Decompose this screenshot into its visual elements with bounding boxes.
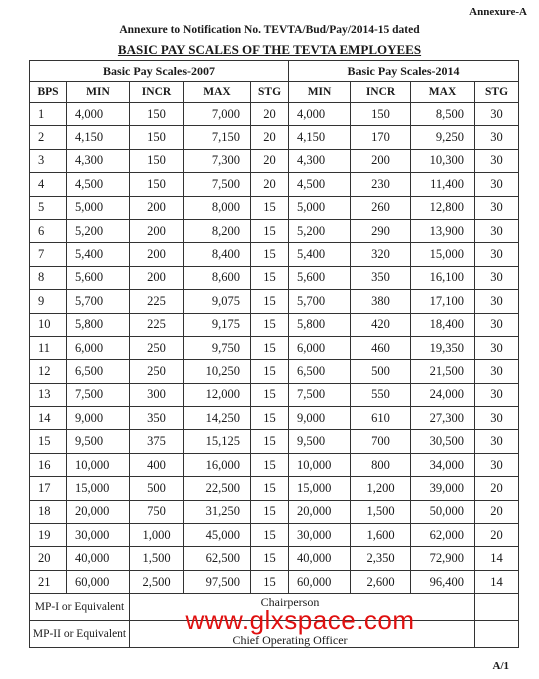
table-cell: 350 xyxy=(351,266,411,289)
table-cell: 30 xyxy=(475,243,519,266)
table-cell: 6 xyxy=(30,219,67,242)
table-cell: 230 xyxy=(351,173,411,196)
table-cell: 10,250 xyxy=(184,360,251,383)
table-cell: 18,400 xyxy=(411,313,475,336)
table-cell: 30 xyxy=(475,103,519,126)
table-cell: 20,000 xyxy=(289,500,351,523)
table-cell: 16,100 xyxy=(411,266,475,289)
table-cell: 8,200 xyxy=(184,219,251,242)
table-cell: 5,600 xyxy=(289,266,351,289)
column-header: INCR xyxy=(130,82,184,103)
table-cell: 15 xyxy=(251,477,289,500)
table-row xyxy=(30,453,519,476)
table-cell: 15 xyxy=(251,219,289,242)
table-row xyxy=(30,126,519,149)
table-cell: 40,000 xyxy=(289,547,351,570)
table-cell: 16,000 xyxy=(184,453,251,476)
table-row xyxy=(30,290,519,313)
table-cell: 5,700 xyxy=(67,290,130,313)
table-cell: 4 xyxy=(30,173,67,196)
table-cell: 9,175 xyxy=(184,313,251,336)
table-row xyxy=(30,313,519,336)
footer-label: MP-II or Equivalent xyxy=(30,621,130,648)
table-cell: 2,500 xyxy=(130,570,184,593)
table-cell: 2,350 xyxy=(351,547,411,570)
table-cell: 800 xyxy=(351,453,411,476)
table-cell: 5,200 xyxy=(67,219,130,242)
table-cell: 9,500 xyxy=(289,430,351,453)
table-cell: 150 xyxy=(351,103,411,126)
table-cell: 5,400 xyxy=(289,243,351,266)
column-header: STG xyxy=(475,82,519,103)
table-cell: 4,500 xyxy=(67,173,130,196)
table-cell: 15 xyxy=(251,196,289,219)
table-cell: 4,500 xyxy=(289,173,351,196)
table-cell: 30 xyxy=(475,383,519,406)
table-row xyxy=(30,196,519,219)
table-cell: 150 xyxy=(130,103,184,126)
table-cell: 200 xyxy=(130,219,184,242)
table-row xyxy=(30,336,519,359)
table-cell: 320 xyxy=(351,243,411,266)
table-cell: 5,000 xyxy=(67,196,130,219)
table-cell: 375 xyxy=(130,430,184,453)
table-cell: 7,500 xyxy=(184,173,251,196)
table-cell: 14,250 xyxy=(184,407,251,430)
group-2007-header: Basic Pay Scales-2007 xyxy=(30,61,289,82)
column-header: BPS xyxy=(30,82,67,103)
table-cell: 6,500 xyxy=(67,360,130,383)
table-cell: 12,000 xyxy=(184,383,251,406)
table-cell: 150 xyxy=(130,126,184,149)
table-cell: 10,000 xyxy=(67,453,130,476)
table-cell: 10,000 xyxy=(289,453,351,476)
table-cell: 19,350 xyxy=(411,336,475,359)
table-cell: 610 xyxy=(351,407,411,430)
table-cell: 5 xyxy=(30,196,67,219)
footer-blank xyxy=(475,621,519,648)
table-cell: 7,500 xyxy=(289,383,351,406)
table-cell: 15 xyxy=(251,547,289,570)
group-header-row xyxy=(30,61,519,82)
table-cell: 15,000 xyxy=(289,477,351,500)
table-cell: 97,500 xyxy=(184,570,251,593)
table-cell: 11 xyxy=(30,336,67,359)
table-cell: 500 xyxy=(351,360,411,383)
table-cell: 550 xyxy=(351,383,411,406)
table-cell: 15 xyxy=(251,524,289,547)
page-number: A/1 xyxy=(492,660,509,672)
table-cell: 16 xyxy=(30,453,67,476)
table-row xyxy=(30,430,519,453)
table-cell: 15 xyxy=(251,360,289,383)
table-cell: 20 xyxy=(475,500,519,523)
table-cell: 40,000 xyxy=(67,547,130,570)
table-cell: 5,200 xyxy=(289,219,351,242)
table-cell: 96,400 xyxy=(411,570,475,593)
table-cell: 2,600 xyxy=(351,570,411,593)
table-cell: 200 xyxy=(130,243,184,266)
table-cell: 500 xyxy=(130,477,184,500)
table-cell: 200 xyxy=(351,149,411,172)
table-cell: 1,500 xyxy=(351,500,411,523)
table-cell: 14 xyxy=(475,547,519,570)
table-cell: 9,250 xyxy=(411,126,475,149)
table-row xyxy=(30,103,519,126)
table-cell: 460 xyxy=(351,336,411,359)
table-row xyxy=(30,524,519,547)
table-cell: 12 xyxy=(30,360,67,383)
table-cell: 150 xyxy=(130,149,184,172)
table-cell: 12,800 xyxy=(411,196,475,219)
table-cell: 30 xyxy=(475,407,519,430)
table-cell: 1 xyxy=(30,103,67,126)
table-cell: 20 xyxy=(251,126,289,149)
table-cell: 21,500 xyxy=(411,360,475,383)
table-cell: 24,000 xyxy=(411,383,475,406)
watermark: www.glxspace.com xyxy=(185,605,415,635)
table-row xyxy=(30,477,519,500)
table-cell: 30 xyxy=(475,453,519,476)
table-cell: 30 xyxy=(475,126,519,149)
notification-line: Annexure to Notification No. TEVTA/Bud/Pay/2014-15 dated xyxy=(119,24,420,36)
table-cell: 20 xyxy=(475,524,519,547)
table-cell: 9,000 xyxy=(67,407,130,430)
table-cell: 380 xyxy=(351,290,411,313)
table-cell: 60,000 xyxy=(289,570,351,593)
table-cell: 3 xyxy=(30,149,67,172)
table-cell: 7,000 xyxy=(184,103,251,126)
table-cell: 225 xyxy=(130,290,184,313)
group-2014-header: Basic Pay Scales-2014 xyxy=(289,61,519,82)
annexure-label: Annexure-A xyxy=(469,6,527,18)
table-cell: 250 xyxy=(130,336,184,359)
table-cell: 350 xyxy=(130,407,184,430)
page-title: BASIC PAY SCALES OF THE TEVTA EMPLOYEES xyxy=(117,42,422,57)
table-row xyxy=(30,149,519,172)
table-cell: 700 xyxy=(351,430,411,453)
table-cell: 200 xyxy=(130,196,184,219)
table-cell: 8,500 xyxy=(411,103,475,126)
table-cell: 39,000 xyxy=(411,477,475,500)
table-cell: 45,000 xyxy=(184,524,251,547)
table-cell: 9,075 xyxy=(184,290,251,313)
table-cell: 5,800 xyxy=(289,313,351,336)
table-cell: 20 xyxy=(475,477,519,500)
table-cell: 15 xyxy=(30,430,67,453)
table-row xyxy=(30,383,519,406)
table-cell: 30,000 xyxy=(289,524,351,547)
table-cell: 30 xyxy=(475,336,519,359)
table-cell: 300 xyxy=(130,383,184,406)
table-row xyxy=(30,173,519,196)
table-cell: 18 xyxy=(30,500,67,523)
table-cell: 15 xyxy=(251,336,289,359)
table-cell: 8,400 xyxy=(184,243,251,266)
table-cell: 4,000 xyxy=(67,103,130,126)
table-cell: 290 xyxy=(351,219,411,242)
footer-label: MP-I or Equivalent xyxy=(30,594,130,621)
table-cell: 13 xyxy=(30,383,67,406)
column-header: STG xyxy=(251,82,289,103)
table-cell: 4,000 xyxy=(289,103,351,126)
table-cell: 30 xyxy=(475,430,519,453)
table-cell: 10,300 xyxy=(411,149,475,172)
table-cell: 8 xyxy=(30,266,67,289)
table-cell: 150 xyxy=(130,173,184,196)
table-cell: 200 xyxy=(130,266,184,289)
table-row xyxy=(30,360,519,383)
table-cell: 15 xyxy=(251,383,289,406)
table-cell: 15 xyxy=(251,243,289,266)
table-cell: 20 xyxy=(251,103,289,126)
table-cell: 30,500 xyxy=(411,430,475,453)
table-cell: 15 xyxy=(251,500,289,523)
table-cell: 15,000 xyxy=(67,477,130,500)
table-cell: 13,900 xyxy=(411,219,475,242)
table-cell: 4,150 xyxy=(289,126,351,149)
table-cell: 250 xyxy=(130,360,184,383)
column-header: MAX xyxy=(184,82,251,103)
table-cell: 1,200 xyxy=(351,477,411,500)
table-cell: 170 xyxy=(351,126,411,149)
table-cell: 15 xyxy=(251,430,289,453)
table-cell: 1,600 xyxy=(351,524,411,547)
table-cell: 7,500 xyxy=(67,383,130,406)
table-cell: 20,000 xyxy=(67,500,130,523)
table-cell: 9,500 xyxy=(67,430,130,453)
column-header: MIN xyxy=(67,82,130,103)
table-cell: 15 xyxy=(251,453,289,476)
table-cell: 30 xyxy=(475,173,519,196)
column-header: INCR xyxy=(351,82,411,103)
pay-scales-table xyxy=(29,60,519,648)
chairperson-label: Chairperson xyxy=(260,595,320,609)
table-cell: 22,500 xyxy=(184,477,251,500)
table-cell: 34,000 xyxy=(411,453,475,476)
table-cell: 260 xyxy=(351,196,411,219)
table-cell: 9,750 xyxy=(184,336,251,359)
table-cell: 8,000 xyxy=(184,196,251,219)
table-cell: 17,100 xyxy=(411,290,475,313)
table-cell: 30 xyxy=(475,290,519,313)
table-cell: 6,500 xyxy=(289,360,351,383)
table-cell: 17 xyxy=(30,477,67,500)
table-cell: 30,000 xyxy=(67,524,130,547)
table-cell: 2 xyxy=(30,126,67,149)
table-cell: 20 xyxy=(251,149,289,172)
table-cell: 62,500 xyxy=(184,547,251,570)
table-row xyxy=(30,243,519,266)
table-cell: 20 xyxy=(30,547,67,570)
table-cell: 4,150 xyxy=(67,126,130,149)
table-cell: 30 xyxy=(475,196,519,219)
table-cell: 400 xyxy=(130,453,184,476)
table-cell: 9,000 xyxy=(289,407,351,430)
table-cell: 60,000 xyxy=(67,570,130,593)
table-row xyxy=(30,570,519,593)
table-cell: 30 xyxy=(475,360,519,383)
table-cell: 7 xyxy=(30,243,67,266)
table-cell: 5,700 xyxy=(289,290,351,313)
table-row xyxy=(30,547,519,570)
table-cell: 62,000 xyxy=(411,524,475,547)
column-header: MAX xyxy=(411,82,475,103)
table-cell: 6,000 xyxy=(67,336,130,359)
table-cell: 8,600 xyxy=(184,266,251,289)
table-cell: 21 xyxy=(30,570,67,593)
table-cell: 72,900 xyxy=(411,547,475,570)
table-cell: 30 xyxy=(475,313,519,336)
table-row xyxy=(30,500,519,523)
table-cell: 4,300 xyxy=(289,149,351,172)
footer-blank xyxy=(475,594,519,621)
table-cell: 30 xyxy=(475,266,519,289)
table-cell: 19 xyxy=(30,524,67,547)
coo-label: Chief Operating Officer xyxy=(232,633,348,647)
table-cell: 7,150 xyxy=(184,126,251,149)
table-cell: 5,800 xyxy=(67,313,130,336)
table-cell: 5,600 xyxy=(67,266,130,289)
table-cell: 15,125 xyxy=(184,430,251,453)
table-cell: 1,500 xyxy=(130,547,184,570)
table-cell: 7,300 xyxy=(184,149,251,172)
table-row xyxy=(30,219,519,242)
column-header: MIN xyxy=(289,82,351,103)
table-cell: 10 xyxy=(30,313,67,336)
table-cell: 15 xyxy=(251,570,289,593)
table-row xyxy=(30,266,519,289)
table-cell: 30 xyxy=(475,149,519,172)
table-cell: 31,250 xyxy=(184,500,251,523)
table-cell: 9 xyxy=(30,290,67,313)
table-cell: 15,000 xyxy=(411,243,475,266)
table-cell: 27,300 xyxy=(411,407,475,430)
table-cell: 4,300 xyxy=(67,149,130,172)
table-cell: 15 xyxy=(251,266,289,289)
table-cell: 20 xyxy=(251,173,289,196)
table-cell: 1,000 xyxy=(130,524,184,547)
table-cell: 50,000 xyxy=(411,500,475,523)
table-cell: 14 xyxy=(30,407,67,430)
table-cell: 15 xyxy=(251,290,289,313)
table-cell: 420 xyxy=(351,313,411,336)
table-cell: 5,400 xyxy=(67,243,130,266)
table-cell: 11,400 xyxy=(411,173,475,196)
table-cell: 15 xyxy=(251,407,289,430)
table-cell: 14 xyxy=(475,570,519,593)
table-cell: 225 xyxy=(130,313,184,336)
table-cell: 15 xyxy=(251,313,289,336)
table-row xyxy=(30,407,519,430)
table-cell: 750 xyxy=(130,500,184,523)
column-header-row xyxy=(30,82,519,103)
table-cell: 6,000 xyxy=(289,336,351,359)
table-cell: 5,000 xyxy=(289,196,351,219)
table-cell: 30 xyxy=(475,219,519,242)
